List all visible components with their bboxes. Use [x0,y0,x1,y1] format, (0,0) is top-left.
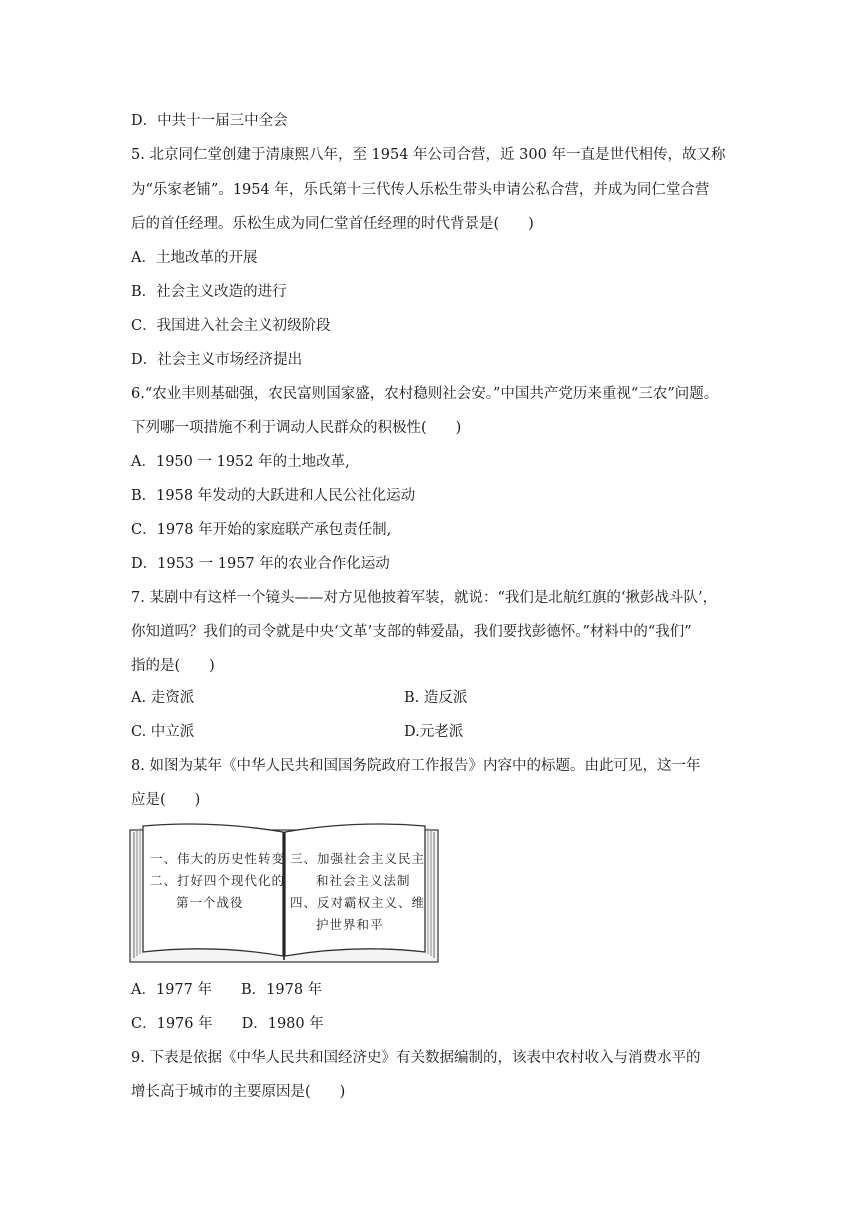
q7-stem-line-1: 7. 某剧中有这样一个镜头——对方见他披着军装，就说：“我们是北航红旗的‘揪彭战斗队’， [131,590,718,606]
q8-options-row-1: A．1977 年 B．1978 年 [131,982,323,998]
q8-stem-line-1: 8. 如图为某年《中华人民共和国国务院政府工作报告》内容中的标题。由此可见，这一年 [131,758,701,774]
book-heading-3: 三、加强社会主义民主 [290,851,426,866]
q6-option-d: D．1953 一 1957 年的农业合作化运动 [131,556,390,572]
q5-option-c: C．我国进入社会主义初级阶段 [131,318,331,334]
q6-stem-line-1: 6.“农业丰则基础强，农民富则国家盛，农村稳则社会安。”中国共产党历来重视“三农”问题。 [131,386,719,402]
book-heading-4-cont: 护世界和平 [316,917,384,932]
q8-options-row-2: C．1976 年 D．1980 年 [131,1016,324,1032]
book-right-page [290,848,425,936]
q7-stem-line-2: 你知道吗？我们的司令就是中央‘文革’支部的韩爱晶，我们要找彭德怀。”材料中的“我们” [131,624,692,640]
q5-stem-line-2: 为“乐家老铺”。1954 年，乐氏第十三代传人乐松生带头申请公私合营，并成为同仁堂合营 [131,182,710,198]
q7-stem-line-3: 指的是( ) [131,658,215,674]
q6-option-a: A．1950 一 1952 年的土地改革, [131,454,350,470]
q5-stem-line-3: 后的首任经理。乐松生成为同仁堂首任经理的时代背景是( ) [131,216,534,232]
q6-option-b: B．1958 年发动的大跃进和人民公社化运动 [131,488,416,504]
q5-option-b: B．社会主义改造的进行 [131,284,287,300]
q5-stem-line-1: 5. 北京同仁堂创建于清康熙八年，至 1954 年公司合营，近 300 年一直是世代相传，故又称 [131,147,726,163]
book-heading-2-cont: 第一个战役 [176,895,244,910]
book-heading-2: 二、打好四个现代化的 [150,873,286,888]
book-heading-4: 四、反对霸权主义、维 [290,895,426,910]
q7-options-row-1 [131,688,468,708]
q7-option-a: A. 走资派 [131,690,195,706]
q7-option-b: B. 造反派 [404,690,468,706]
q6-option-c: C．1978 年开始的家庭联产承包责任制, [131,522,392,538]
open-book-figure [128,822,440,964]
q4-option-d: D．中共十一届三中全会 [131,113,288,129]
q7-options-row-2 [131,722,464,742]
q8-stem-line-2: 应是( ) [131,792,201,808]
q9-stem-line-1: 9. 下表是依据《中华人民共和国经济史》有关数据编制的，该表中农村收入与消费水平的 [131,1050,701,1066]
q6-stem-line-2: 下列哪一项措施不利于调动人民群众的积极性( ) [131,420,462,436]
q5-option-a: A．土地改革的开展 [131,250,258,266]
q7-option-c: C. 中立派 [131,724,195,740]
q5-option-d: D．社会主义市场经济提出 [131,352,303,368]
book-left-page [150,848,285,914]
q9-stem-line-2: 增长高于城市的主要原因是( ) [131,1084,346,1100]
book-heading-3-cont: 和社会主义法制 [316,873,411,888]
q7-option-d: D.元老派 [404,724,464,740]
book-heading-1: 一、伟大的历史性转变 [150,851,286,866]
